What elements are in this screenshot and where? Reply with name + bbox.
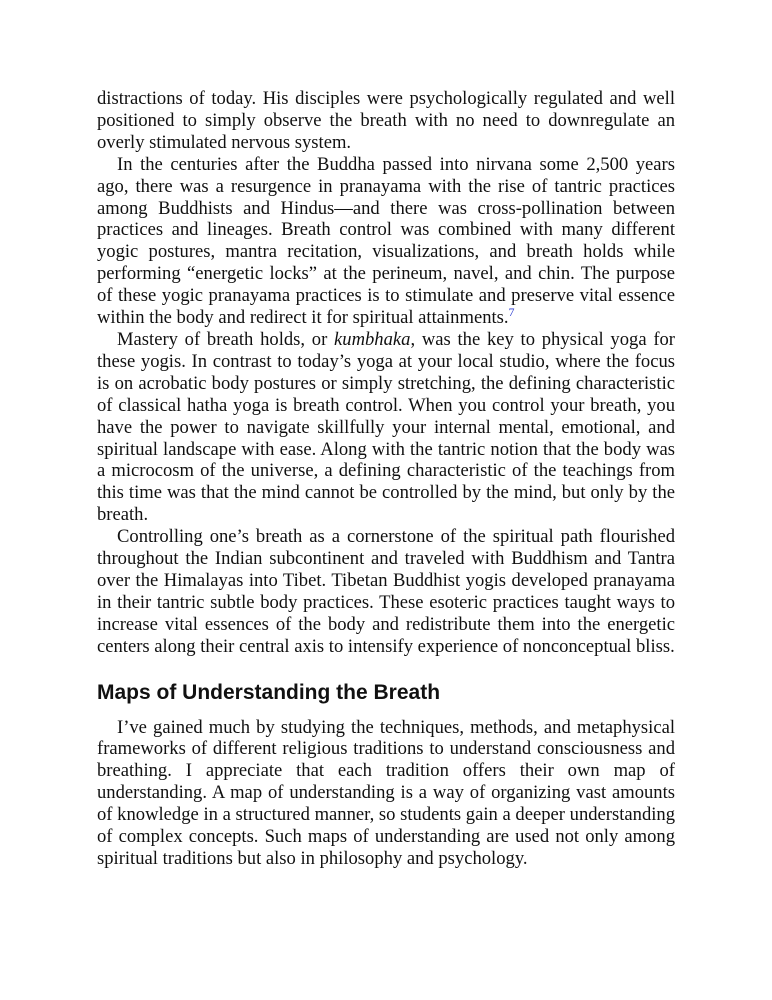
paragraph-text-end: , was the key to physical yoga for these yogis. In contrast to today’s yoga at your local studio, where the focus is on acrobatic body postures or simply stretching, the defining characteristic of classical hatha yoga is breath control. When you control your breath, you have the power to navigate skillfully your internal mental, emotional, and spiritual landscape with ease. Along with the tantric notion that the body was a microcosm of the universe, a defining characteristic of the teachings from this time was that the mind cannot be controlled by the mind, but only by the breath.	[97, 328, 676, 526]
paragraph-kumbhaka	[97, 329, 675, 526]
paragraph-tantric-resurgence	[97, 154, 675, 329]
paragraph-maps-of-understanding: I’ve gained much by studying the techniques, methods, and metaphysical frameworks of different religious traditions to understand consciousness and breathing. I appreciate that each tradition offers their own map of understanding. A map of understanding is a way of organizing vast amounts of knowledge in a structured manner, so students gain a deeper understanding of complex concepts. Such maps of understanding are used not only among spiritual traditions but also in philosophy and psychology.	[97, 716, 675, 869]
section-heading: Maps of Understanding the Breath	[97, 680, 441, 704]
paragraph-tibet: Controlling one’s breath as a cornerstone of the spiritual path flourished throughout the Indian subcontinent and traveled with Buddhism and Tantra over the Himalayas into Tibet. Tibetan Buddhist yogis developed pranayama in their tantric subtle body practices. These esoteric practices taught ways to increase vital essences of the body and redistribute them into the energetic centers along their central axis to intensify experience of nonconceptual bliss.	[97, 526, 675, 657]
italic-term: kumbhaka	[334, 328, 411, 350]
footnote-reference[interactable]: 7	[508, 304, 515, 319]
paragraph-text-start: Mastery of breath holds, or	[117, 328, 335, 350]
paragraph-text: In the centuries after the Buddha passed into nirvana some 2,500 years ago, there was a resurgence in pranayama with the rise of tantric practices among Buddhists and Hindus—and there was cross-pollination between practices and lineages. Breath control was combined with many different yogic postures, mantra recitation, visualizations, and breath holds while performing “energetic locks” at the perineum, navel, and chin. The purpose of these yogic pranayama practices is to stimulate and preserve vital essence within the body and redirect it for spiritual attainments.	[97, 153, 675, 329]
paragraph-continuation: distractions of today. His disciples were psychologically regulated and well positioned to simply observe the breath with no need to downregulate an overly stimulated nervous system.	[97, 88, 675, 153]
page-content	[97, 88, 675, 870]
